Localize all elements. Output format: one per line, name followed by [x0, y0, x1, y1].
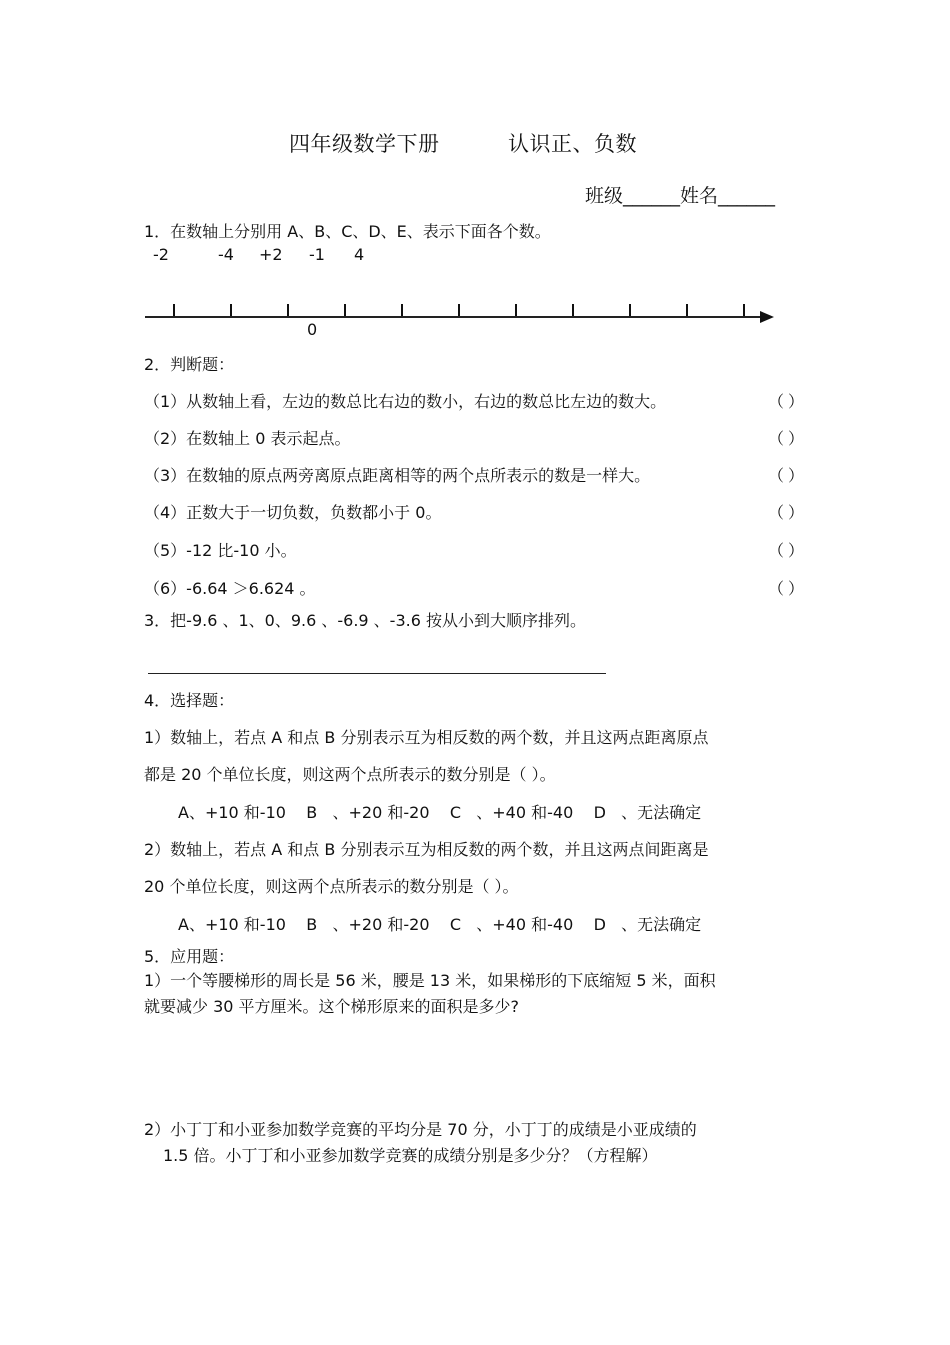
answer-parens[interactable]: （ ）: [768, 579, 804, 598]
q2-item-4: （4）正数大于一切负数，负数都小于 0。: [144, 503, 442, 522]
q2-heading: 2．判断题：: [144, 355, 235, 374]
number-line-tick: [458, 304, 460, 316]
q1-number-3: +2: [259, 245, 283, 264]
q2-item-5: （5）-12 比-10 小。: [144, 541, 297, 560]
number-line-tick: [572, 304, 574, 316]
name-blank: ______: [718, 185, 776, 207]
q1-number-1: -2: [153, 245, 169, 264]
q2-item-1: （1）从数轴上看，左边的数总比右边的数小，右边的数总比左边的数大。: [144, 392, 667, 411]
q5-sub2-line2: 1.5 倍。小丁丁和小亚参加数学竞赛的成绩分别是多少分？（方程解）: [163, 1146, 658, 1165]
q2-item-2: （2）在数轴上 0 表示起点。: [144, 429, 351, 448]
q4-sub1-options: A、+10 和-10 B 、+20 和-20 C 、+40 和-40 D 、无法确定: [178, 803, 702, 822]
class-label: 班级: [585, 185, 624, 207]
answer-parens[interactable]: （ ）: [768, 466, 804, 485]
arrow-right-icon: [760, 311, 776, 323]
q4-sub2-line2: 20 个单位长度，则这两个点所表示的数分别是（ ）。: [144, 877, 519, 896]
q4-sub2-options: A、+10 和-10 B 、+20 和-20 C 、+40 和-40 D 、无法确定: [178, 915, 702, 934]
answer-parens[interactable]: （ ）: [768, 541, 804, 560]
page-title-right: 认识正、负数: [508, 132, 637, 156]
answer-parens[interactable]: （ ）: [768, 392, 804, 411]
number-line-tick: [743, 304, 745, 316]
answer-parens[interactable]: （ ）: [768, 429, 804, 448]
page-title-left: 四年级数学下册: [289, 132, 440, 156]
q4-sub2-line1: 2）数轴上，若点 A 和点 B 分别表示互为相反数的两个数，并且这两点间距离是: [144, 840, 709, 859]
q1-number-5: 4: [354, 245, 365, 264]
number-line-tick: [230, 304, 232, 316]
number-line-tick: [629, 304, 631, 316]
name-label: 姓名: [680, 185, 719, 207]
q2-item-3: （3）在数轴的原点两旁离原点距离相等的两个点所表示的数是一样大。: [144, 466, 651, 485]
number-line-tick: [344, 304, 346, 316]
q4-heading: 4．选择题：: [144, 691, 235, 710]
number-line-tick: [173, 304, 175, 316]
number-line-tick: [401, 304, 403, 316]
q5-sub1-line1: 1）一个等腰梯形的周长是 56 米，腰是 13 米，如果梯形的下底缩短 5 米，面积: [144, 971, 716, 990]
q4-sub1-line2: 都是 20 个单位长度，则这两个点所表示的数分别是（ ）。: [144, 765, 556, 784]
q3-answer-line[interactable]: [148, 673, 606, 674]
q1-prompt: 1．在数轴上分别用 A、B、C、D、E、表示下面各个数。: [144, 222, 551, 241]
q5-heading: 5．应用题：: [144, 947, 235, 966]
number-line-tick: [686, 304, 688, 316]
q1-number-4: -1: [309, 245, 325, 264]
number-line-axis: [145, 316, 765, 318]
number-line-tick: [287, 304, 289, 316]
q4-sub1-line1: 1）数轴上，若点 A 和点 B 分别表示互为相反数的两个数，并且这两点距离原点: [144, 728, 709, 747]
q5-sub1-line2: 就要减少 30 平方厘米。这个梯形原来的面积是多少?: [144, 997, 520, 1016]
q1-number-2: -4: [218, 245, 234, 264]
q5-sub2-line1: 2）小丁丁和小亚参加数学竞赛的平均分是 70 分，小丁丁的成绩是小亚成绩的: [144, 1120, 697, 1139]
number-line-zero-label: 0: [307, 320, 318, 339]
q3-prompt: 3．把-9.6 、1、0、9.6 、-6.9 、-3.6 按从小到大顺序排列。: [144, 611, 586, 630]
answer-parens[interactable]: （ ）: [768, 503, 804, 522]
number-line-tick: [515, 304, 517, 316]
class-blank: ______: [623, 185, 681, 207]
q2-item-6: （6）-6.64 ＞6.624 。: [144, 579, 316, 598]
student-info: [585, 181, 775, 208]
